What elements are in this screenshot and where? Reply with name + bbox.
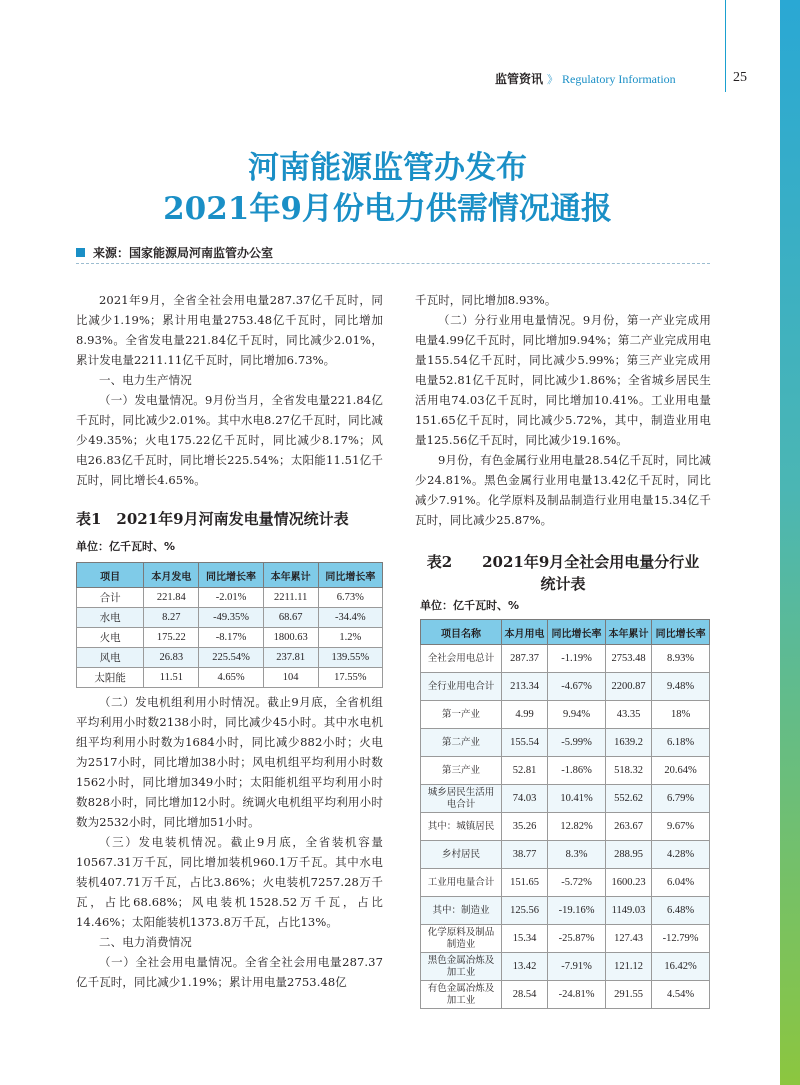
column-header: 本年累计 [605,620,651,645]
cell: 2211.11 [263,588,318,608]
cell: 1600.23 [605,869,651,897]
cell: 风电 [77,648,144,668]
cell: 15.34 [501,925,547,953]
row-label: 其中：城镇居民 [421,813,502,841]
cell: -12.79% [652,925,710,953]
cell: -25.87% [548,925,606,953]
paragraph: （二）发电机组利用小时情况。截止9月底，全省机组平均利用小时数2138小时，同比减少45小时。其中水电机组平均利用小时数为1684小时，同比减少882小时；火电为2517小时，同比增加38小时；风电机组平均利用小时数1562小时，同比增加349小时；太阳能机组平均利用小时数828小时，同比增加12小时。统调火电机组平均利用小时数为2532小时，同比增加51小时。 [76,695,383,829]
cell: 合计 [77,588,144,608]
cell: -7.91% [548,953,606,981]
cell: 125.56 [501,897,547,925]
row-label: 化学原料及制品制造业 [421,925,502,953]
industry-consumption-table [420,619,710,1009]
cell: 127.43 [605,925,651,953]
cell: 6.48% [652,897,710,925]
cell: -34.4% [318,608,382,628]
cell: 6.18% [652,729,710,757]
table-header-row [77,563,383,588]
left-column-continued [76,692,383,992]
paragraph: （一）全社会用电量情况。全省全社会用电量287.37亿千瓦时，同比减少1.19%；累计用电量2753.48亿 [76,955,383,989]
column-header: 本年累计 [263,563,318,588]
cell: 225.54% [199,648,263,668]
cell: -2.01% [199,588,263,608]
column-header: 同比增长率 [652,620,710,645]
cell: 1800.63 [263,628,318,648]
cell: -5.99% [548,729,606,757]
left-column-intro [76,290,383,490]
cell: 4.54% [652,981,710,1009]
page-number: 25 [733,70,747,85]
row-label: 第二产业 [421,729,502,757]
cell: -19.16% [548,897,606,925]
cell: 8.3% [548,841,606,869]
cell: 11.51 [144,668,199,688]
paragraph: （三）发电装机情况。截止9月底，全省装机容量10567.31万千瓦，同比增加装机960.1万千瓦。其中水电装机407.71万千瓦，占比3.86%；火电装机7257.28万千瓦，占比68.68%；风电装机1528.52万千瓦，占比14.46%；太阳能装机1373.8万千瓦，占比13%。 [76,835,383,929]
table2-title-line2: 统计表 [540,575,586,593]
row-label: 其中：制造业 [421,897,502,925]
cell: 10.41% [548,785,606,813]
cell: 38.77 [501,841,547,869]
table-row [421,869,710,897]
cell: 1639.2 [605,729,651,757]
cell: 518.32 [605,757,651,785]
cell: 2200.87 [605,673,651,701]
cell: 太阳能 [77,668,144,688]
column-header: 本月发电 [144,563,199,588]
table-row [421,645,710,673]
cell: 52.81 [501,757,547,785]
table1-unit: 单位：亿千瓦时、% [76,540,176,553]
cell: 4.28% [652,841,710,869]
table-row [77,628,383,648]
column-header: 同比增长率 [199,563,263,588]
cell: 237.81 [263,648,318,668]
table2-title [415,551,711,595]
row-label: 有色金属冶炼及加工业 [421,981,502,1009]
table-row [77,588,383,608]
header-divider [725,0,726,92]
cell: 9.67% [652,813,710,841]
right-column [415,290,711,530]
cell: 104 [263,668,318,688]
column-header: 项目 [77,563,144,588]
cell: 1.2% [318,628,382,648]
cell: 8.93% [652,645,710,673]
table-row [77,668,383,688]
table-row [421,729,710,757]
row-label: 全行业用电合计 [421,673,502,701]
cell: -1.86% [548,757,606,785]
paragraph: 9月份，有色金属行业用电量28.54亿千瓦时，同比减少24.81%。黑色金属行业用电量13.42亿千瓦时，同比减少7.91%。化学原料及制品制造行业用电量15.34亿千瓦时，同比减少25.87%。 [415,453,711,527]
cell: 121.12 [605,953,651,981]
table-row [421,981,710,1009]
section-name: 监管资讯 [495,72,544,86]
cell: 6.73% [318,588,382,608]
cell: 6.79% [652,785,710,813]
divider [76,263,710,264]
row-label: 全社会用电总计 [421,645,502,673]
row-label: 乡村居民 [421,841,502,869]
cell: -4.67% [548,673,606,701]
cell: 12.82% [548,813,606,841]
column-header: 项目名称 [421,620,502,645]
cell: 17.55% [318,668,382,688]
cell: 4.65% [199,668,263,688]
section-name-en: Regulatory Information [562,72,676,86]
cell: 6.04% [652,869,710,897]
table-header-row [421,620,710,645]
paragraph: （一）发电量情况。9月份当月，全省发电量221.84亿千瓦时，同比减少2.01%。其中水电8.27亿千瓦时，同比减少49.35%；火电175.22亿千瓦时，同比减少8.17%；风电26.83亿千瓦时，同比增长225.54%；太阳能11.51亿千瓦时，同比增长4.65%。 [76,393,383,487]
generation-table [76,562,383,688]
cell: 288.95 [605,841,651,869]
paragraph: 2021年9月，全省全社会用电量287.37亿千瓦时，同比减少1.19%；累计用电量2753.48亿千瓦时，同比增加8.93%。全省发电量221.84亿千瓦时，同比减少2.01%，累计发电量2211.11亿千瓦时，同比增加6.73%。 [76,293,383,367]
cell: 1149.03 [605,897,651,925]
cell: 13.42 [501,953,547,981]
article-title-line1: 河南能源监管办发布 [248,150,527,186]
table2-unit: 单位：亿千瓦时、% [420,599,520,612]
cell: 175.22 [144,628,199,648]
cell: 213.34 [501,673,547,701]
page-header [495,70,723,90]
column-header: 本月用电 [501,620,547,645]
table-row [421,953,710,981]
cell: 287.37 [501,645,547,673]
paragraph: （二）分行业用电量情况。9月份，第一产业完成用电量4.99亿千瓦时，同比增加9.94%；第二产业完成用电量155.54亿千瓦时，同比减少5.99%；第三产业完成用电量52.81亿千瓦时，同比减少1.86%；全省城乡居民生活用电74.03亿千瓦时，同比增加10.41%。工业用电量151.65亿千瓦时，同比减少5.72%，其中，制造业用电量125.56亿千瓦时，同比减少19.16%。 [415,313,711,447]
cell: 68.67 [263,608,318,628]
cell: 221.84 [144,588,199,608]
table-row [77,648,383,668]
column-header: 同比增长率 [318,563,382,588]
cell: -1.19% [548,645,606,673]
table-row [421,785,710,813]
cell: 263.67 [605,813,651,841]
table-row [421,841,710,869]
cell: 28.54 [501,981,547,1009]
cell: 155.54 [501,729,547,757]
table-row [421,925,710,953]
column-header: 同比增长率 [548,620,606,645]
section-heading: 二、电力消费情况 [99,935,192,949]
double-chevron-icon: 》 [547,73,559,86]
table-row [77,608,383,628]
row-label: 黑色金属冶炼及加工业 [421,953,502,981]
cell: 水电 [77,608,144,628]
cell: 151.65 [501,869,547,897]
row-label: 第一产业 [421,701,502,729]
row-label: 工业用电量合计 [421,869,502,897]
cell: -8.17% [199,628,263,648]
article-title-line2: 2021年9月份电力供需情况通报 [163,191,612,227]
cell: 139.55% [318,648,382,668]
cell: -5.72% [548,869,606,897]
table1-title: 表1 2021年9月河南发电量情况统计表 [76,510,349,528]
cell: -24.81% [548,981,606,1009]
cell: 8.27 [144,608,199,628]
cell: 9.94% [548,701,606,729]
row-label: 第三产业 [421,757,502,785]
cell: 9.48% [652,673,710,701]
square-bullet-icon [76,248,85,257]
decorative-side-bar [780,0,800,1085]
cell: 4.99 [501,701,547,729]
cell: 43.35 [605,701,651,729]
cell: 291.55 [605,981,651,1009]
cell: 16.42% [652,953,710,981]
article-source [76,244,273,261]
source-text: 来源：国家能源局河南监管办公室 [93,246,274,260]
row-label: 城乡居民生活用电合计 [421,785,502,813]
table-row [421,701,710,729]
cell: 2753.48 [605,645,651,673]
cell: 74.03 [501,785,547,813]
paragraph-continuation: 千瓦时，同比增加8.93%。 [415,293,557,307]
table-row [421,757,710,785]
cell: 20.64% [652,757,710,785]
cell: 26.83 [144,648,199,668]
cell: -49.35% [199,608,263,628]
cell: 火电 [77,628,144,648]
table-row [421,673,710,701]
table-row [421,813,710,841]
table2-title-line1: 表2 2021年9月全社会用电量分行业 [426,553,700,571]
cell: 35.26 [501,813,547,841]
cell: 18% [652,701,710,729]
section-heading: 一、电力生产情况 [99,373,192,387]
table-row [421,897,710,925]
cell: 552.62 [605,785,651,813]
